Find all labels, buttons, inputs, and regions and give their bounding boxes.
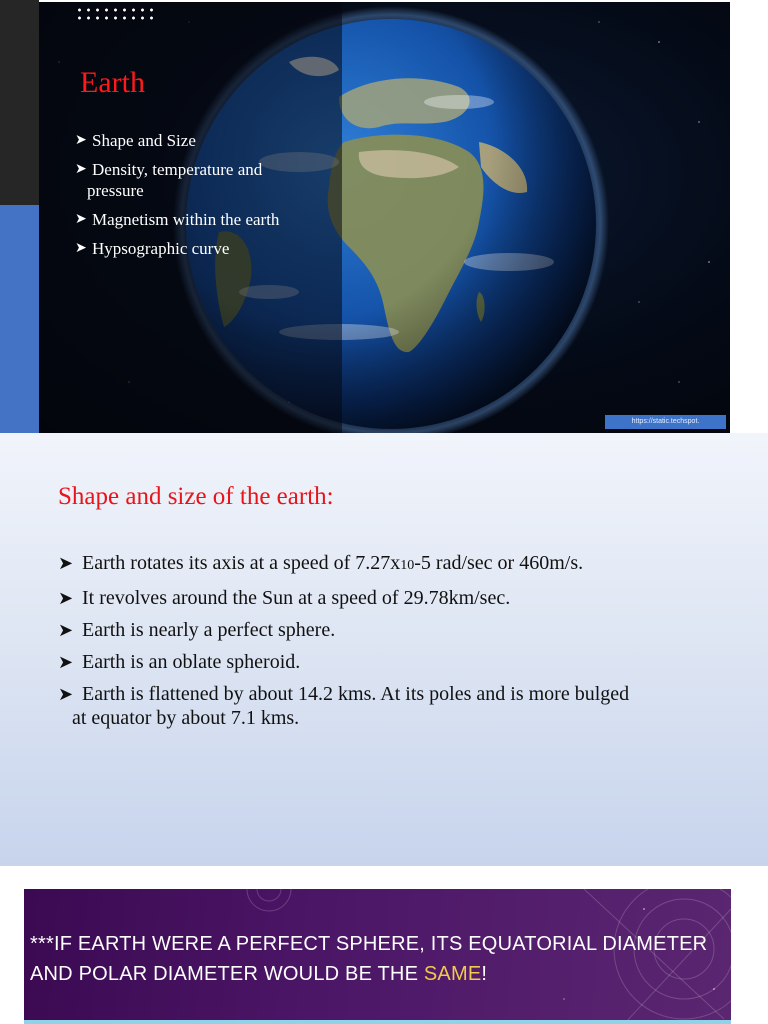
list-item: ➤ Earth rotates its axis at a speed of 7.27x10-5 rad/sec or 460m/s. <box>58 552 584 574</box>
highlight-word: SAME <box>423 963 482 985</box>
list-item: ➤ Earth is flattened by about 14.2 kms. At its poles and is more bulged at equator by about 7.1 kms. <box>58 683 630 729</box>
arrowhead-bullet-icon: ➤ <box>58 620 74 640</box>
list-item: ➤ Magnetism within the earth <box>75 210 280 229</box>
slide-shape-and-size <box>0 433 768 866</box>
facts-list <box>58 551 718 738</box>
arrowhead-bullet-icon: ➤ <box>58 553 74 573</box>
dot-grid-icon <box>75 6 155 22</box>
arrowhead-bullet-icon: ➤ <box>58 652 74 672</box>
topic-list <box>75 130 345 267</box>
cyan-accent-line <box>24 1020 731 1024</box>
list-item: ➤ Shape and Size <box>75 131 196 150</box>
arrowhead-bullet-icon: ➤ <box>58 684 74 704</box>
list-item: ➤ Earth is nearly a perfect sphere. <box>58 619 336 641</box>
note-banner <box>24 889 731 1024</box>
list-item: ➤ It revolves around the Sun at a speed of 29.78km/sec. <box>58 587 511 609</box>
list-item: ➤ Hypsographic curve <box>75 239 230 258</box>
arrowhead-bullet-icon: ➤ <box>58 588 74 608</box>
slide-earth-intro <box>0 0 768 433</box>
arrowhead-bullet-icon: ➤ <box>75 212 87 227</box>
slide-title: Earth <box>80 66 145 99</box>
earth-background-image <box>39 2 730 433</box>
arrowhead-bullet-icon: ➤ <box>75 133 87 148</box>
slide-perfect-sphere-note <box>0 866 768 1024</box>
slide-title: Shape and size of the earth: <box>58 483 334 510</box>
sphere-note-text: ***IF EARTH WERE A PERFECT SPHERE, ITS EQUATORIAL DIAMETER AND POLAR DIAMETER WOULD BE THE SAME! <box>30 933 708 985</box>
dark-accent-bar <box>0 0 39 205</box>
arrowhead-bullet-icon: ➤ <box>75 162 87 177</box>
list-item: ➤ Earth is an oblate spheroid. <box>58 651 301 673</box>
arrowhead-bullet-icon: ➤ <box>75 241 87 256</box>
blue-accent-bar <box>0 205 39 433</box>
image-credit-link[interactable]: https://static.techspot. <box>605 415 726 429</box>
list-item: ➤ Density, temperature and pressure <box>75 160 263 200</box>
